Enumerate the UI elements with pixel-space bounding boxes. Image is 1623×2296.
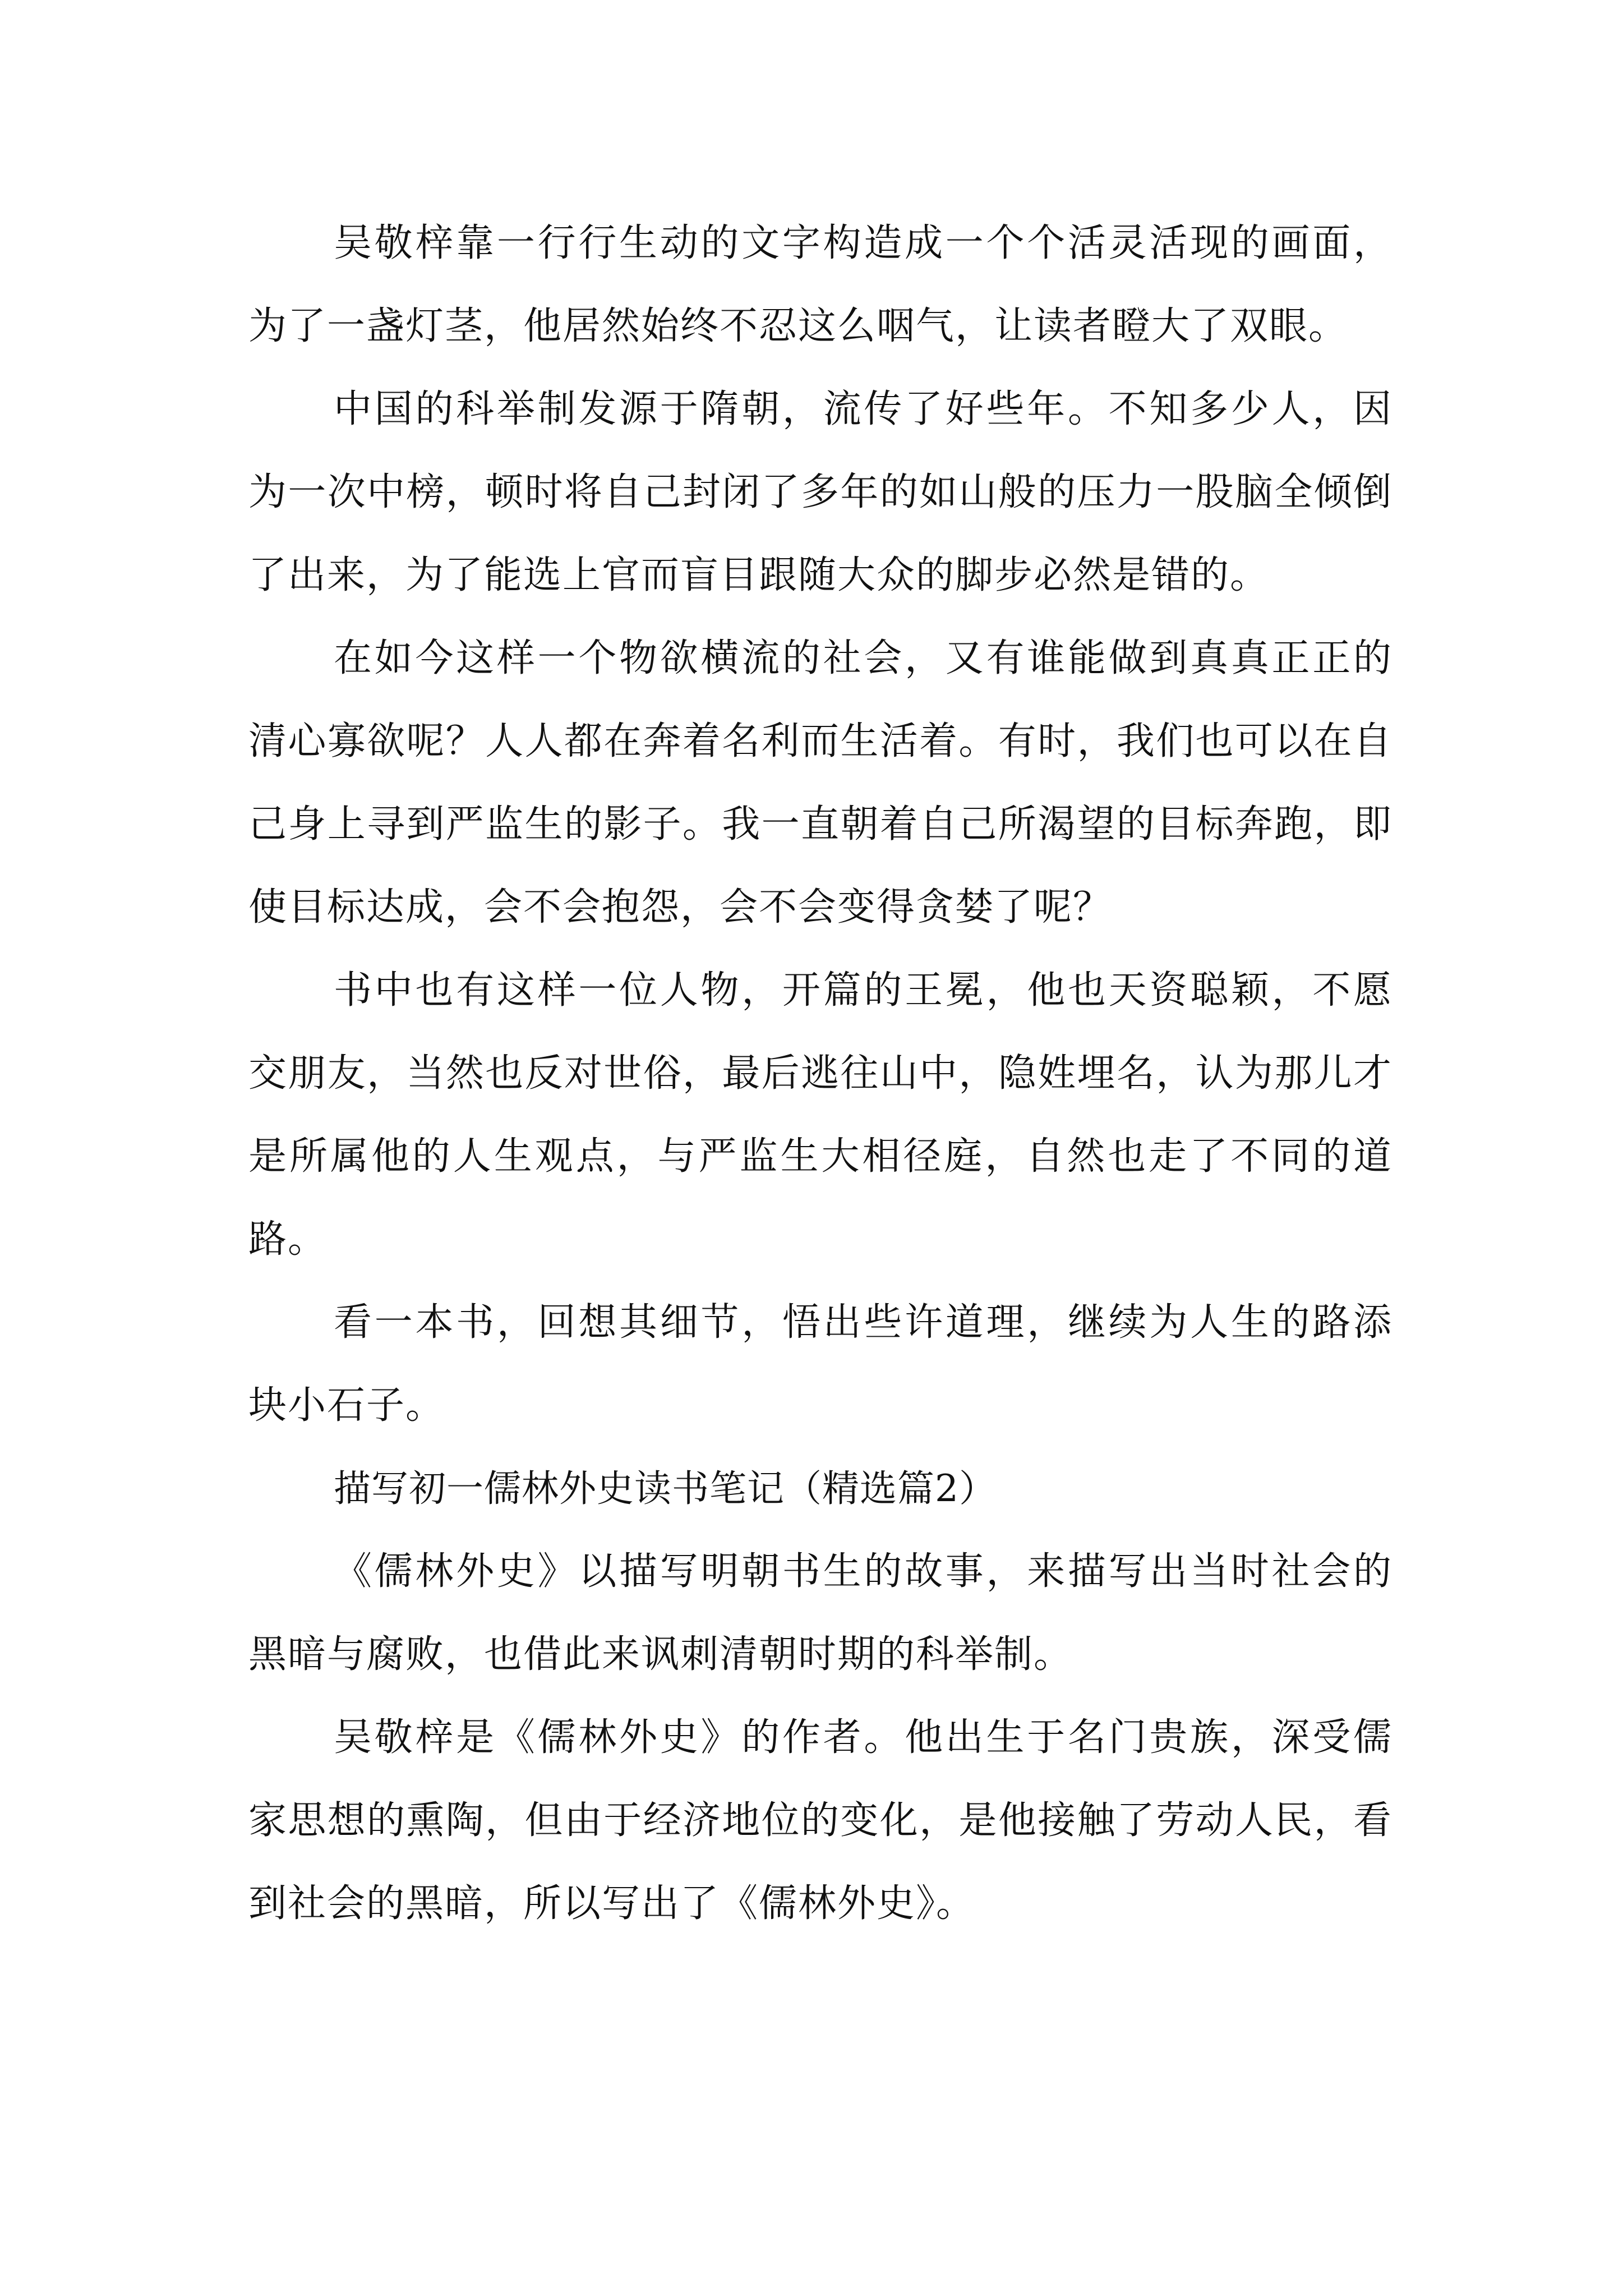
paragraph-2: 中国的科举制发源于隋朝，流传了好些年。不知多少人，因为一次中榜，顿时将自己封闭了多年的如山般的压力一股脑全倾倒了出来，为了能选上官而盲目跟随大众的脚步必然是错的。 <box>248 387 1393 597</box>
paragraph-3: 在如今这样一个物欲横流的社会，又有谁能做到真真正正的清心寡欲呢？人人都在奔着名利而生活着。有时，我们也可以在自己身上寻到严监生的影子。我一直朝着自己所渴望的目标奔跑，即使目标达成，会不会抱怨，会不会变得贪婪了呢？ <box>248 636 1393 930</box>
paragraph-1: 吴敬梓靠一行行生动的文字构造成一个个活灵活现的画面，为了一盏灯茎，他居然始终不忍这么咽气，让读者瞪大了双眼。 <box>248 221 1393 348</box>
document-body <box>248 202 1393 1945</box>
paragraph-4: 书中也有这样一位人物，开篇的王冕，他也天资聪颖，不愿交朋友，当然也反对世俗，最后逃往山中，隐姓埋名，认为那儿才是所属他的人生观点，与严监生大相径庭，自然也走了不同的道路。 <box>248 968 1393 1262</box>
section-heading: 描写初一儒林外史读书笔记（精选篇2） <box>334 1467 997 1510</box>
paragraph-7: 吴敬梓是《儒林外史》的作者。他出生于名门贵族，深受儒家思想的熏陶，但由于经济地位的变化，是他接触了劳动人民，看到社会的黑暗，所以写出了《儒林外史》。 <box>248 1715 1393 1926</box>
paragraph-6: 《儒林外史》以描写明朝书生的故事，来描写出当时社会的黑暗与腐败，也借此来讽刺清朝时期的科举制。 <box>248 1549 1393 1677</box>
paragraph-5: 看一本书，回想其细节，悟出些许道理，继续为人生的路添块小石子。 <box>248 1300 1393 1428</box>
